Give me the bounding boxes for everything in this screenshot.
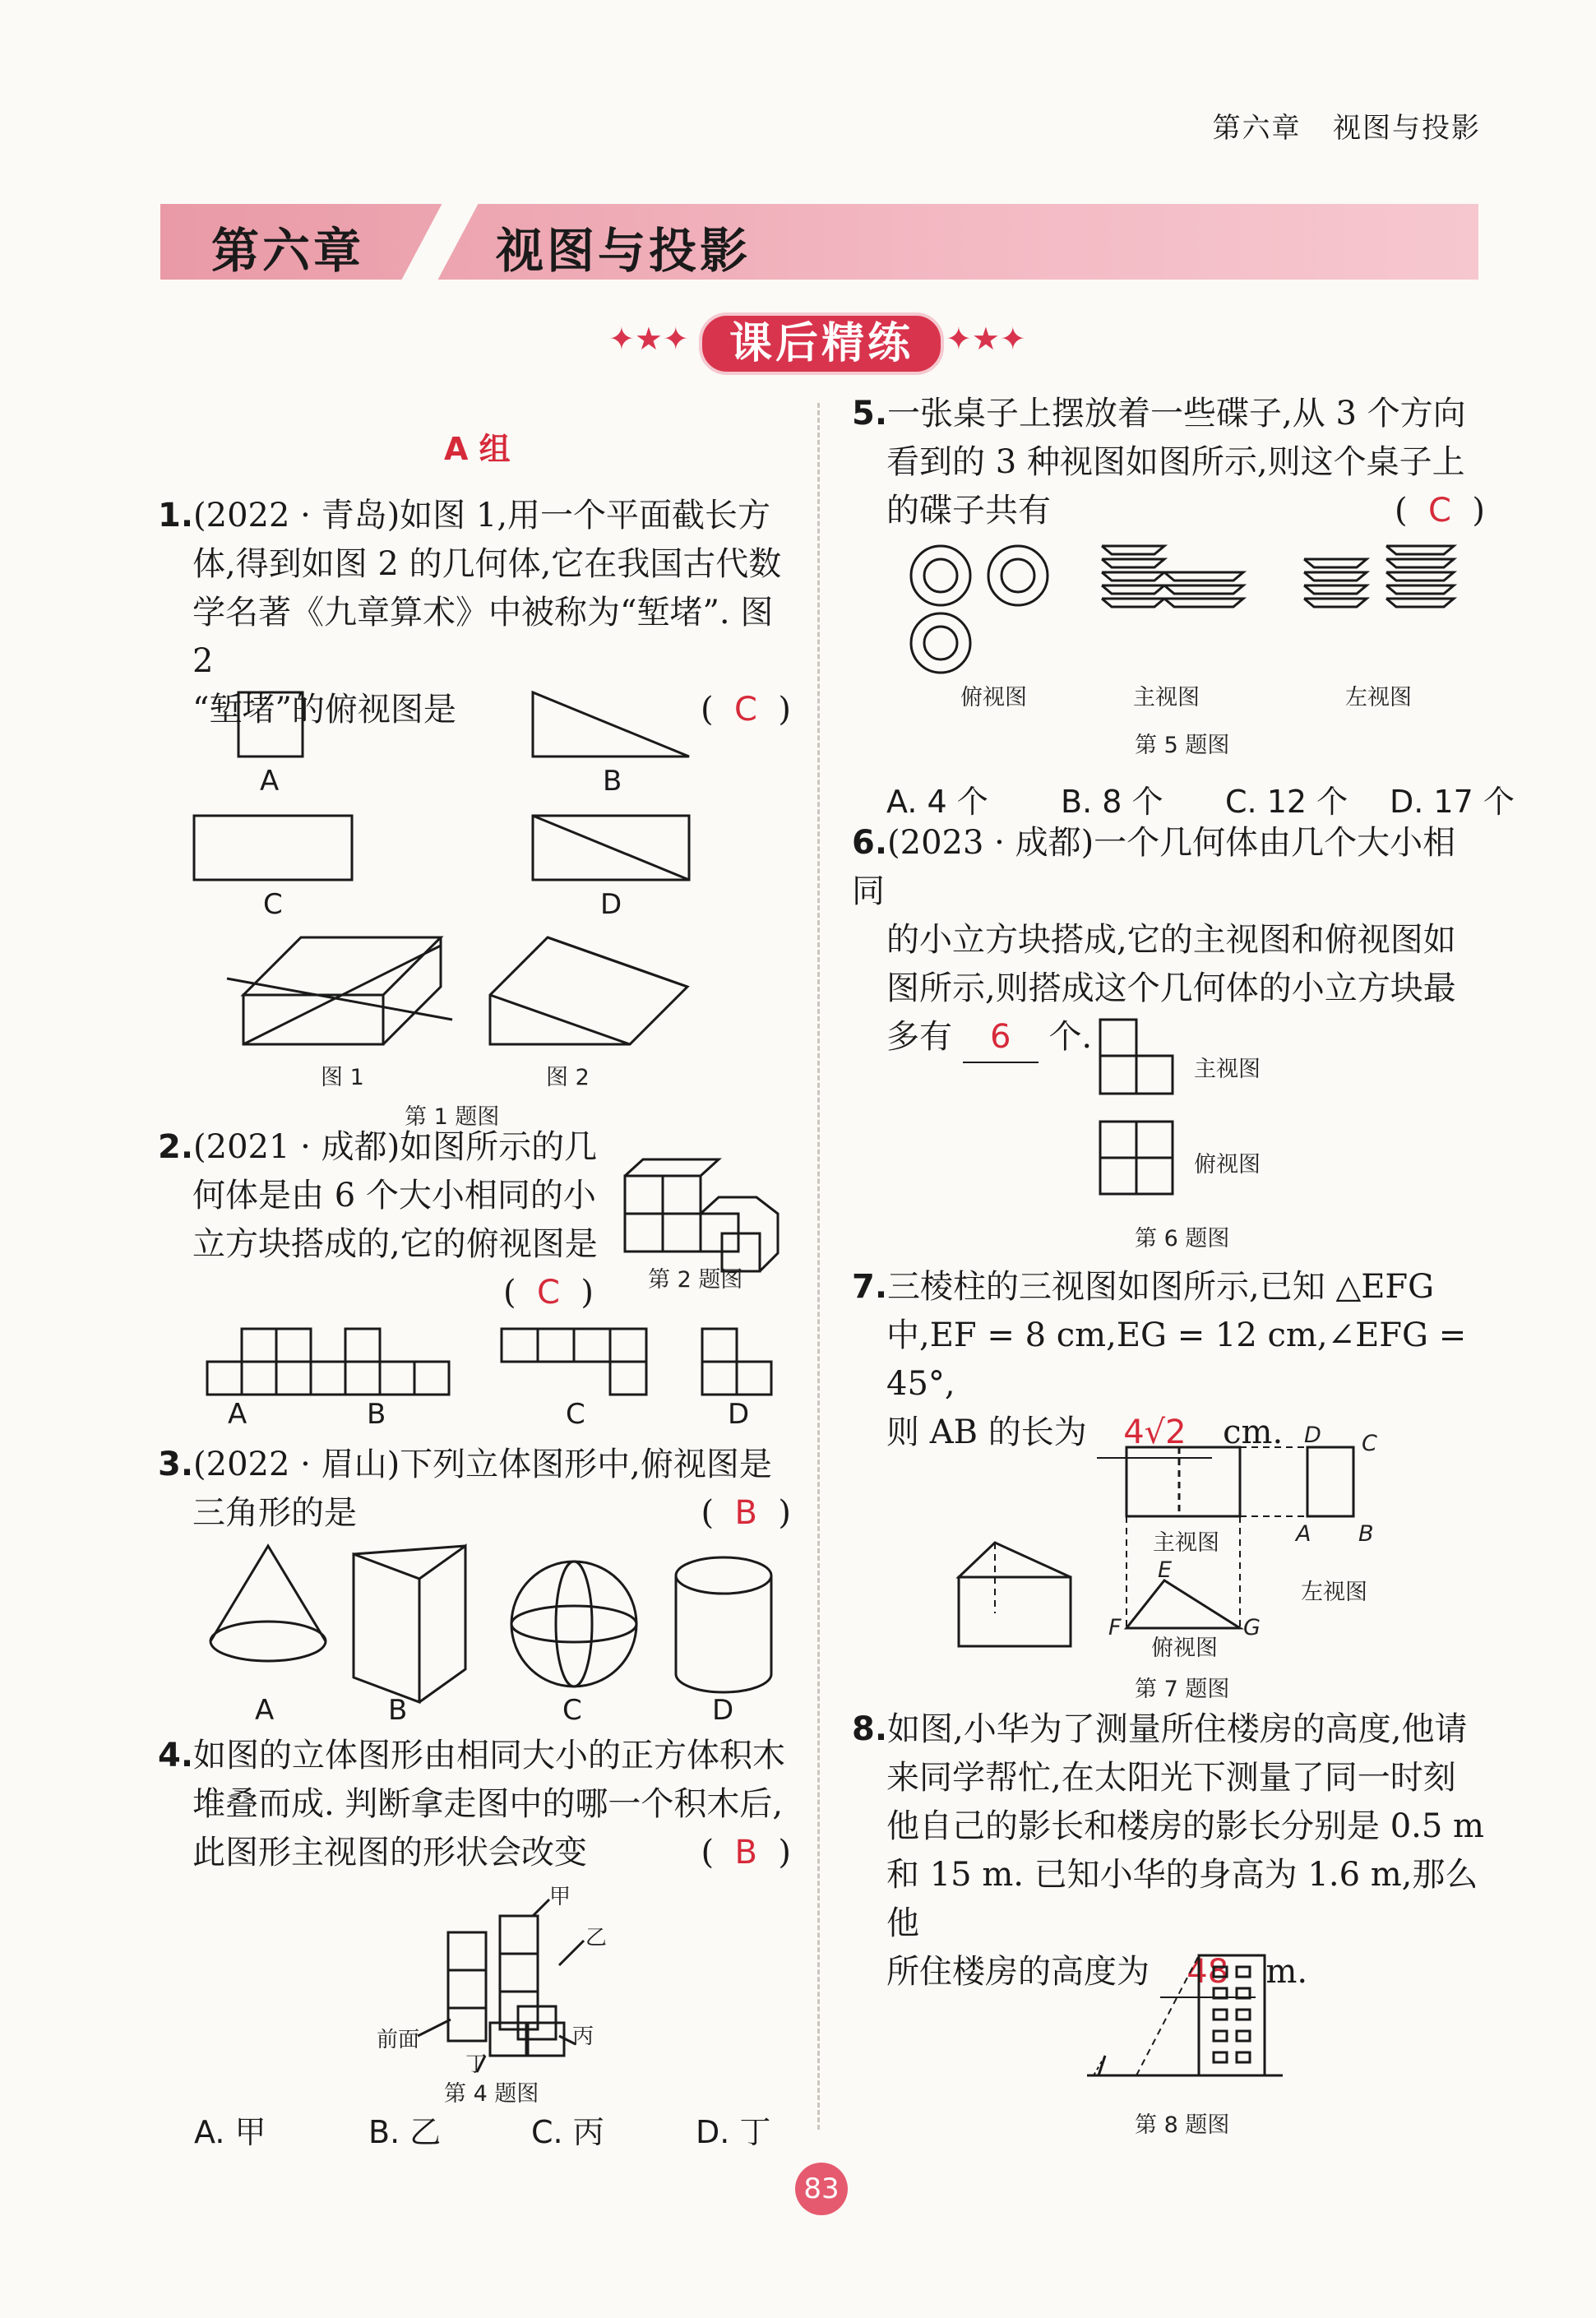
q2-answer-bracket: ( C ) [503,1274,594,1312]
q1-fig2-label: 图 2 [546,1065,590,1090]
q4-line1: 如图的立体图形由相同大小的正方体积木 [193,1737,786,1774]
q3-option-c-label: C [562,1694,582,1727]
q1-line2: 体,得到如图 2 的几何体,它在我国古代数 [192,545,782,583]
q4-label-yi: 乙 [585,1926,608,1950]
q8-building [1199,1955,1265,2075]
q2-answer: C [537,1274,560,1312]
q6-line1: (2023 · 成都)一个几何体由几个大小相同 [852,824,1456,910]
banner-chapter: 第六章 [211,223,365,279]
q7-view-front: 主视图 [1153,1530,1219,1556]
q4-line2: 堆叠而成. 判断拿走图中的哪一个积木后, [192,1785,784,1823]
q8-number: 8. [852,1710,888,1748]
q5-number: 5. [852,395,888,433]
q4-caption: 第 4 题图 [444,2081,539,2107]
q2-number: 2. [158,1128,194,1166]
q8-line5a: 所住楼房的高度为 [886,1953,1150,1991]
q3-answer: B [734,1494,757,1532]
q8-line3: 他自己的影长和楼房的影长分别是 0.5 m [886,1807,1484,1845]
q2-caption: 第 2 题图 [648,1267,743,1293]
q1-option-a-label: A [260,765,280,798]
star-icon: ✦★✦ [946,321,1026,357]
q2-line3: 立方块搭成的,它的俯视图是 [192,1225,598,1263]
q2-option-a-label: A [228,1398,247,1431]
q6-number: 6. [852,824,888,862]
q4-option-b: B. 乙 [368,2114,442,2150]
q5-view-front: 主视图 [1133,685,1200,710]
q7-caption: 第 7 题图 [1135,1677,1230,1702]
q6-line3: 图所示,则搭成这个几何体的小立方块最 [886,969,1456,1007]
q4-line3: 此图形主视图的形状会改变 [192,1834,587,1872]
q3-option-d-label: D [712,1694,734,1727]
q7-point-a: A [1296,1521,1311,1547]
q2-line1: (2021 · 成都)如图所示的几 [193,1128,598,1166]
q1-line1: (2022 · 青岛)如图 1,用一个平面截长方 [193,497,771,534]
q5-option-d: D. 17 个 [1390,784,1515,820]
q7-view-side: 左视图 [1301,1580,1367,1605]
q1-option-c-label: C [263,888,283,921]
q1-caption: 第 1 题图 [405,1104,500,1130]
q6-view-front: 主视图 [1194,1057,1261,1082]
q7-answer: 4√2 [1097,1409,1212,1459]
q7-point-c: C [1362,1431,1377,1456]
q4-label-ding: 丁 [465,2052,488,2077]
q4-option-c: C. 丙 [531,2114,604,2150]
q8-line1: 如图,小华为了测量所住楼房的高度,他请 [887,1710,1468,1748]
q6-caption: 第 6 题图 [1135,1226,1230,1252]
q3-option-b-label: B [388,1694,408,1727]
q4-answer-bracket: ( B ) [701,1834,791,1872]
q1-fig1-label: 图 1 [321,1065,364,1090]
q5-line1: 一张桌子上摆放着一些碟子,从 3 个方向 [887,395,1466,433]
q4-label-front: 前面 [377,2028,420,2052]
q1-answer: C [734,691,757,729]
q8-line5b: m. [1265,1953,1308,1991]
q7-point-b: B [1358,1521,1374,1547]
q5-option-a: A. 4 个 [886,784,988,820]
star-icon: ✦★✦ [608,321,689,357]
q6-line4a: 多有 [886,1018,952,1056]
q3-answer-bracket: ( B ) [701,1494,791,1532]
q2-option-d-label: D [728,1398,750,1431]
q5-answer: C [1428,492,1451,530]
q4-label-jia: 甲 [549,1885,571,1909]
q7-line3b: cm. [1223,1413,1284,1451]
q7-line2: 中,EF = 8 cm,EG = 12 cm,∠EFG = 45°, [886,1316,1467,1403]
q8-answer: 48 [1160,1948,1256,1998]
banner-title: 视图与投影 [496,223,752,279]
q4-option-a: A. 甲 [194,2114,266,2150]
q1-option-d-label: D [600,888,622,921]
q5-option-b: B. 8 个 [1061,784,1163,820]
q4-label-bing: 丙 [572,2024,594,2049]
q7-point-d: D [1304,1423,1321,1448]
section-badge: 课后精练 [699,312,944,375]
q1-number: 1. [158,497,194,534]
q6-line2: 的小立方块搭成,它的主视图和俯视图如 [886,921,1456,959]
q6-answer: 6 [963,1013,1039,1063]
header-chapter: 第六章 [1212,112,1302,145]
q8-sunray [1136,1955,1199,2075]
header-title: 视图与投影 [1333,112,1481,145]
q2-line2: 何体是由 6 个大小相同的小 [192,1177,596,1215]
q7-point-e: E [1158,1557,1173,1583]
q7-number: 7. [852,1268,888,1306]
q3-option-a-label: A [255,1694,275,1727]
q7-point-g: G [1243,1615,1261,1640]
q2-option-b-label: B [367,1398,386,1431]
group-label: A 组 [444,431,511,467]
q7-view-top: 俯视图 [1151,1636,1218,1661]
q1-line4: “堑堵”的俯视图是 [192,691,456,729]
q4-answer: B [734,1834,757,1872]
page-number: 83 [795,2163,848,2215]
q5-caption: 第 5 题图 [1135,733,1230,758]
q5-line3: 的碟子共有 [886,492,1051,530]
q5-line2: 看到的 3 种视图如图所示,则这个桌子上 [886,443,1465,481]
q5-answer-bracket: ( C ) [1394,492,1485,530]
q5-option-c: C. 12 个 [1225,784,1349,820]
q5-view-top: 俯视图 [960,685,1027,710]
q8-caption: 第 8 题图 [1135,2112,1230,2138]
q7-point-f: F [1108,1615,1122,1640]
q8-line2: 来同学帮忙,在太阳光下测量了同一时刻 [886,1759,1456,1797]
q7-line3a: 则 AB 的长为 [886,1413,1087,1451]
q6-view-top: 俯视图 [1194,1152,1261,1178]
q2-option-c-label: C [566,1398,585,1431]
q1-answer-bracket: ( C ) [700,691,791,729]
q3-line1: (2022 · 眉山)下列立体图形中,俯视图是 [193,1446,772,1483]
q3-line2: 三角形的是 [192,1494,357,1532]
q4-option-d: D. 丁 [696,2114,771,2150]
q4-number: 4. [158,1737,194,1774]
q7-line1: 三棱柱的三视图如图所示,已知 △EFG [887,1268,1435,1306]
q5-view-side: 左视图 [1345,685,1412,710]
q6-line4b: 个. [1048,1018,1093,1056]
q8-line4: 和 15 m. 已知小华的身高为 1.6 m,那么他 [886,1856,1478,1942]
q1-option-b-label: B [603,765,622,798]
q1-line3: 学名著《九章算术》中被称为“堑堵”. 图 2 [192,594,774,680]
q3-number: 3. [158,1446,194,1483]
